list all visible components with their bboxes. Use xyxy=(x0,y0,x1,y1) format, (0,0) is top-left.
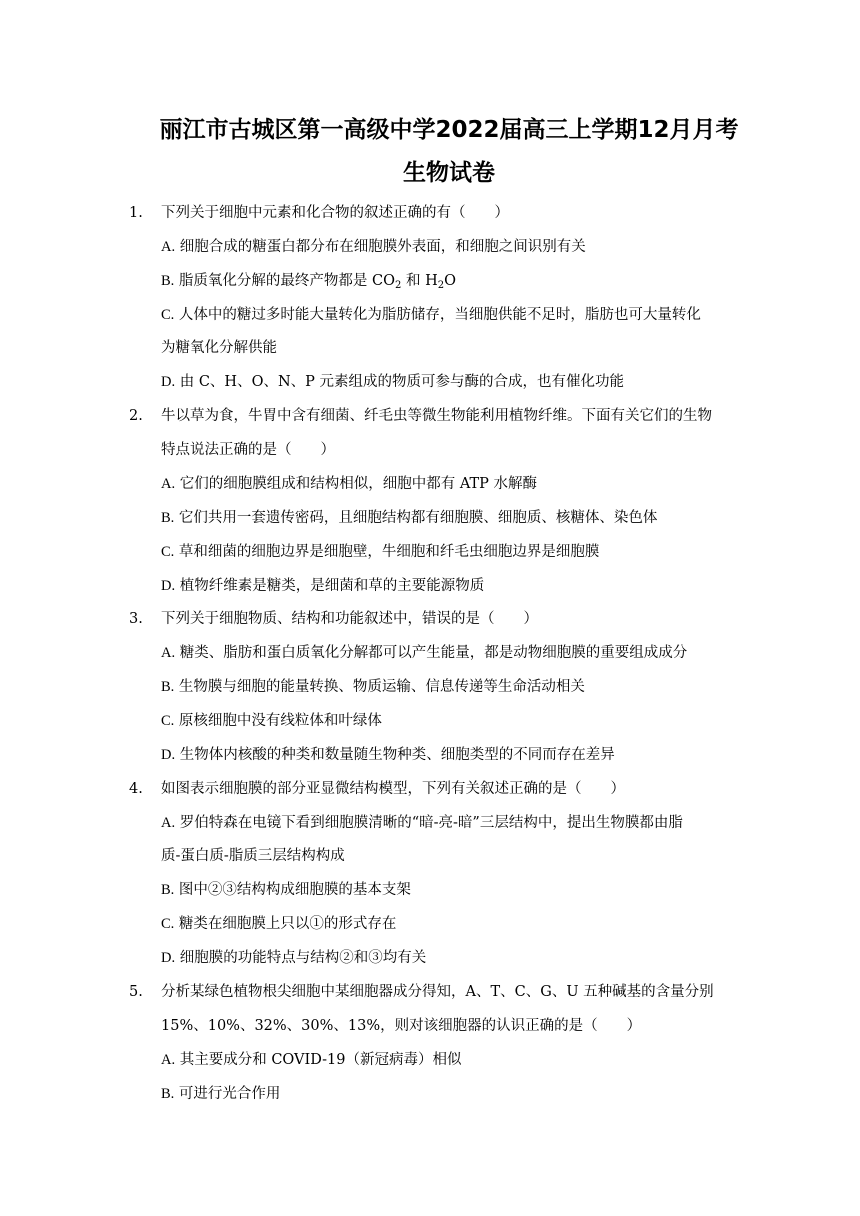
option-text: 细胞合成的糖蛋白都分布在细胞膜外表面，和细胞之间识别有关 xyxy=(179,239,586,255)
option-label: D. xyxy=(161,578,176,594)
option-d xyxy=(161,576,484,596)
question-stem: 下列关于细胞物质、结构和功能叙述中，错误的是（ ） xyxy=(161,611,538,627)
option-text: 罗伯特森在电镜下看到细胞膜清晰的“暗-亮-暗”三层结构中，提出生物膜都由脂 xyxy=(179,815,683,831)
document-title-line1: 丽江市古城区第一高级中学2022届高三上学期12月月考 xyxy=(159,117,739,143)
option-text: 图中②③结构构成细胞膜的基本支架 xyxy=(178,882,411,898)
subscript: 2 xyxy=(395,280,402,291)
option-label: C. xyxy=(161,713,175,729)
option-label: A. xyxy=(161,1052,176,1068)
option-text: 草和细菌的细胞边界是细胞壁，牛细胞和纤毛虫细胞边界是细胞膜 xyxy=(178,544,600,560)
option-text: 糖类在细胞膜上只以①的形式存在 xyxy=(178,916,397,932)
option-b xyxy=(161,508,657,528)
option-text: 生物体内核酸的种类和数量随生物种类、细胞类型的不同而存在差异 xyxy=(179,747,615,763)
option-text: 它们共用一套遗传密码，且细胞结构都有细胞膜、细胞质、核糖体、染色体 xyxy=(178,510,658,526)
option-a-continued: 质-蛋白质-脂质三层结构构成 xyxy=(161,848,345,864)
option-text: O xyxy=(444,273,457,289)
question-stem-continued: 15%、10%、32%、30%、13%，则对该细胞器的认识正确的是（ ） xyxy=(161,1018,642,1034)
option-b xyxy=(161,880,411,900)
option-label: D. xyxy=(161,747,176,763)
option-label: B. xyxy=(161,510,175,526)
question-number: 1. xyxy=(129,205,143,221)
question-number: 3. xyxy=(129,611,143,627)
option-text: 人体中的糖过多时能大量转化为脂肪储存，当细胞供能不足时，脂肪也可大量转化 xyxy=(178,307,701,323)
option-label: B. xyxy=(161,273,175,289)
option-text: 原核细胞中没有线粒体和叶绿体 xyxy=(178,713,382,729)
option-label: A. xyxy=(161,239,176,255)
option-label: B. xyxy=(161,882,175,898)
option-text: 细胞膜的功能特点与结构②和③均有关 xyxy=(179,950,427,966)
option-a xyxy=(161,813,683,833)
option-text: 生物膜与细胞的能量转换、物质运输、信息传递等生命活动相关 xyxy=(178,679,585,695)
option-b xyxy=(161,1084,280,1104)
question-stem: 下列关于细胞中元素和化合物的叙述正确的有（ ） xyxy=(161,205,509,221)
question-stem: 分析某绿色植物根尖细胞中某细胞器成分得知，A、T、C、G、U 五种碱基的含量分别 xyxy=(161,984,714,1000)
option-a xyxy=(161,1050,462,1070)
option-label: D. xyxy=(161,950,176,966)
option-a xyxy=(161,237,586,257)
option-label: A. xyxy=(161,815,176,831)
question-stem: 牛以草为食，牛胃中含有细菌、纤毛虫等微生物能利用植物纤维。下面有关它们的生物 xyxy=(161,408,712,424)
option-a xyxy=(161,474,537,494)
subscript: 2 xyxy=(437,280,445,291)
option-text: 脂质氧化分解的最终产物都是 CO xyxy=(178,273,395,289)
option-b xyxy=(161,677,585,697)
option-a xyxy=(161,643,687,663)
option-c xyxy=(161,542,599,562)
option-text: 可进行光合作用 xyxy=(178,1086,281,1102)
option-c xyxy=(161,914,396,934)
option-text: 它们的细胞膜组成和结构相似，细胞中都有 ATP 水解酶 xyxy=(179,476,538,492)
option-label: A. xyxy=(161,645,176,661)
option-label: C. xyxy=(161,544,175,560)
question-number: 5. xyxy=(129,984,143,1000)
question-stem-continued: 特点说法正确的是（ ） xyxy=(161,442,335,458)
option-text: 和 H xyxy=(401,273,438,289)
option-c xyxy=(161,305,701,325)
option-text: 糖类、脂肪和蛋白质氧化分解都可以产生能量，都是动物细胞膜的重要组成成分 xyxy=(179,645,688,661)
question-stem: 如图表示细胞膜的部分亚显微结构模型，下列有关叙述正确的是（ ） xyxy=(161,781,625,797)
option-label: B. xyxy=(161,679,175,695)
question-number: 4. xyxy=(129,781,143,797)
option-label: A. xyxy=(161,476,176,492)
option-text: 由 C、H、O、N、P 元素组成的物质可参与酶的合成，也有催化功能 xyxy=(179,374,625,390)
option-b xyxy=(161,271,456,291)
document-title-line2: 生物试卷 xyxy=(403,160,495,186)
option-d xyxy=(161,745,615,765)
option-label: B. xyxy=(161,1086,175,1102)
option-label: C. xyxy=(161,307,175,323)
question-number: 2. xyxy=(129,408,143,424)
option-d xyxy=(161,948,426,968)
option-d xyxy=(161,372,624,392)
option-label: D. xyxy=(161,374,176,390)
option-c-continued: 为糖氧化分解供能 xyxy=(161,340,277,356)
option-text: 植物纤维素是糖类，是细菌和草的主要能源物质 xyxy=(179,578,485,594)
option-text: 其主要成分和 COVID-19（新冠病毒）相似 xyxy=(179,1052,462,1068)
option-c xyxy=(161,711,382,731)
option-label: C. xyxy=(161,916,175,932)
